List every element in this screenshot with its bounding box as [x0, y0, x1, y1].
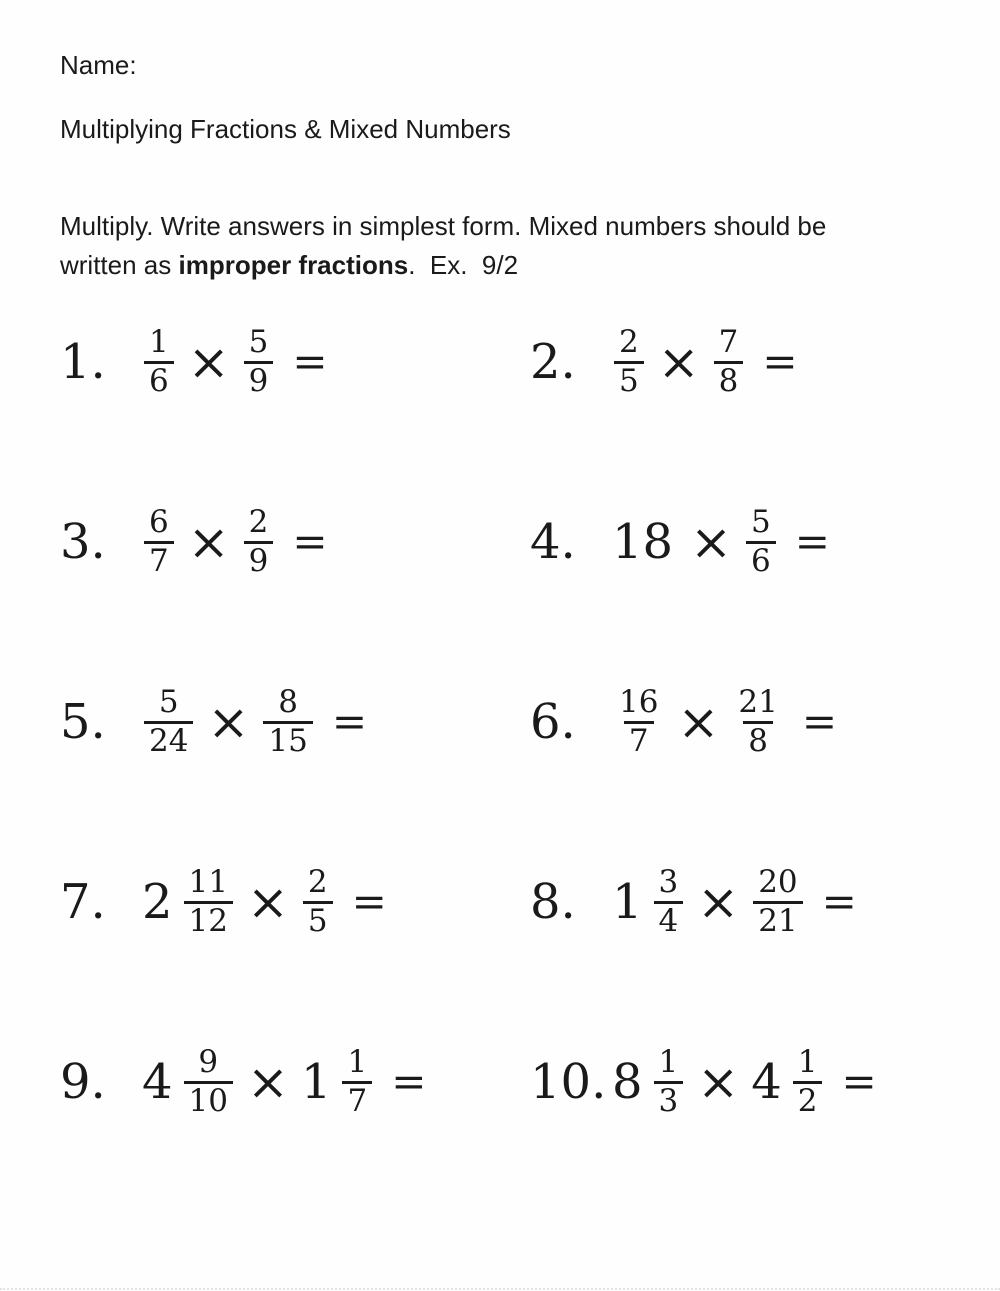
numerator: 9	[198, 1044, 219, 1081]
denominator: 9	[244, 541, 274, 579]
fraction	[753, 865, 802, 939]
instructions-line-2-pre: written as	[60, 250, 179, 280]
denominator: 6	[746, 541, 776, 579]
denominator: 7	[624, 721, 654, 759]
denominator: 6	[144, 361, 174, 399]
whole-number: 18	[612, 514, 674, 570]
numerator: 16	[619, 684, 659, 721]
multiply-sign: ×	[207, 693, 250, 751]
denominator: 8	[714, 361, 744, 399]
whole-number: 2	[142, 874, 173, 930]
problem-1	[60, 272, 530, 452]
fraction	[614, 325, 644, 399]
fraction	[184, 865, 233, 939]
multiply-sign: ×	[187, 333, 230, 391]
problem-number: 7.	[60, 874, 106, 930]
problem-6	[530, 632, 970, 812]
denominator: 2	[793, 1081, 823, 1119]
fraction	[144, 505, 174, 579]
numerator: 1	[658, 1044, 679, 1081]
problem-number: 9.	[60, 1054, 106, 1110]
numerator: 2	[307, 864, 328, 901]
expression	[610, 685, 837, 759]
expression	[610, 1045, 877, 1119]
multiply-sign: ×	[697, 1053, 740, 1111]
fraction	[793, 1045, 823, 1119]
numerator: 11	[188, 864, 228, 901]
problem-number: 6.	[530, 694, 576, 750]
expression	[610, 505, 830, 579]
numerator: 1	[149, 324, 169, 361]
whole-number: 1	[300, 1054, 332, 1110]
denominator: 21	[753, 901, 802, 939]
fraction	[144, 685, 193, 759]
whole-number: 1	[612, 874, 643, 930]
numerator: 8	[278, 684, 298, 721]
problem-7	[60, 812, 530, 992]
numerator: 21	[738, 684, 778, 721]
fraction	[654, 865, 684, 939]
worksheet-header	[60, 50, 920, 285]
problem-3	[60, 452, 530, 632]
instructions-line-2-bold: improper fractions	[178, 250, 409, 280]
numerator: 6	[149, 504, 169, 541]
problem-number: 10.	[530, 1054, 607, 1110]
problem-9	[60, 992, 530, 1172]
problem-number: 3.	[60, 514, 106, 570]
instructions-line-2-post: . Ex. 9/2	[408, 250, 519, 280]
fraction	[263, 685, 312, 759]
problem-number: 1.	[60, 334, 106, 390]
expression	[610, 325, 798, 399]
multiply-sign: ×	[187, 513, 230, 571]
equals-sign: =	[801, 697, 838, 746]
fraction	[342, 1045, 372, 1119]
problem-number: 5.	[60, 694, 106, 750]
numerator: 20	[758, 864, 798, 901]
multiply-sign: ×	[657, 333, 700, 391]
numerator: 7	[718, 324, 739, 361]
problem-2	[530, 272, 970, 452]
fraction	[244, 505, 274, 579]
fraction	[733, 685, 782, 759]
expression	[140, 505, 328, 579]
problem-number: 8.	[530, 874, 576, 930]
multiply-sign: ×	[247, 873, 289, 931]
equals-sign: =	[391, 1057, 427, 1106]
worksheet-title: Multiplying Fractions & Mixed Numbers	[60, 114, 511, 144]
denominator: 8	[743, 721, 773, 759]
problems-grid	[60, 272, 970, 1172]
problem-10	[530, 992, 970, 1172]
expression	[610, 865, 857, 939]
equals-sign: =	[841, 1057, 877, 1106]
denominator: 5	[614, 361, 644, 399]
problem-5	[60, 632, 530, 812]
multiply-sign: ×	[247, 1053, 289, 1111]
numerator: 1	[797, 1044, 818, 1081]
numerator: 5	[750, 504, 771, 541]
fraction	[144, 325, 174, 399]
problem-number: 4.	[530, 514, 576, 570]
multiply-sign: ×	[697, 873, 740, 931]
numerator: 5	[158, 684, 179, 721]
fraction	[714, 325, 744, 399]
name-label: Name:	[60, 50, 137, 80]
numerator: 5	[248, 324, 269, 361]
numerator: 2	[619, 324, 639, 361]
fraction	[303, 865, 333, 939]
denominator: 7	[144, 541, 174, 579]
fraction	[184, 1045, 233, 1119]
fraction	[746, 505, 776, 579]
expression	[140, 865, 387, 939]
instructions-line-1: Multiply. Write answers in simplest form. Mixed numbers should be	[60, 211, 827, 241]
denominator: 15	[263, 721, 312, 759]
denominator: 9	[244, 361, 274, 399]
equals-sign: =	[762, 337, 798, 386]
equals-sign: =	[794, 517, 830, 566]
equals-sign: =	[331, 697, 368, 746]
denominator: 4	[654, 901, 684, 939]
numerator: 2	[248, 504, 269, 541]
expression	[140, 685, 367, 759]
fraction	[614, 685, 663, 759]
equals-sign: =	[292, 517, 328, 566]
whole-number: 4	[751, 1054, 782, 1110]
denominator: 24	[144, 721, 193, 759]
denominator: 3	[654, 1081, 684, 1119]
numerator: 3	[658, 864, 679, 901]
multiply-sign: ×	[677, 693, 720, 751]
expression	[140, 1045, 426, 1119]
expression	[140, 325, 328, 399]
multiply-sign: ×	[690, 513, 732, 571]
page-bottom-edge	[0, 1288, 1000, 1290]
whole-number: 8	[612, 1054, 643, 1110]
problem-4	[530, 452, 970, 632]
fraction	[654, 1045, 684, 1119]
equals-sign: =	[351, 877, 387, 926]
fraction	[244, 325, 274, 399]
denominator: 10	[184, 1081, 233, 1119]
denominator: 5	[303, 901, 333, 939]
problem-number: 2.	[530, 334, 576, 390]
numerator: 1	[347, 1044, 368, 1081]
denominator: 7	[342, 1081, 372, 1119]
whole-number: 4	[142, 1054, 173, 1110]
equals-sign: =	[821, 877, 857, 926]
equals-sign: =	[292, 337, 328, 386]
denominator: 12	[184, 901, 233, 939]
problem-8	[530, 812, 970, 992]
